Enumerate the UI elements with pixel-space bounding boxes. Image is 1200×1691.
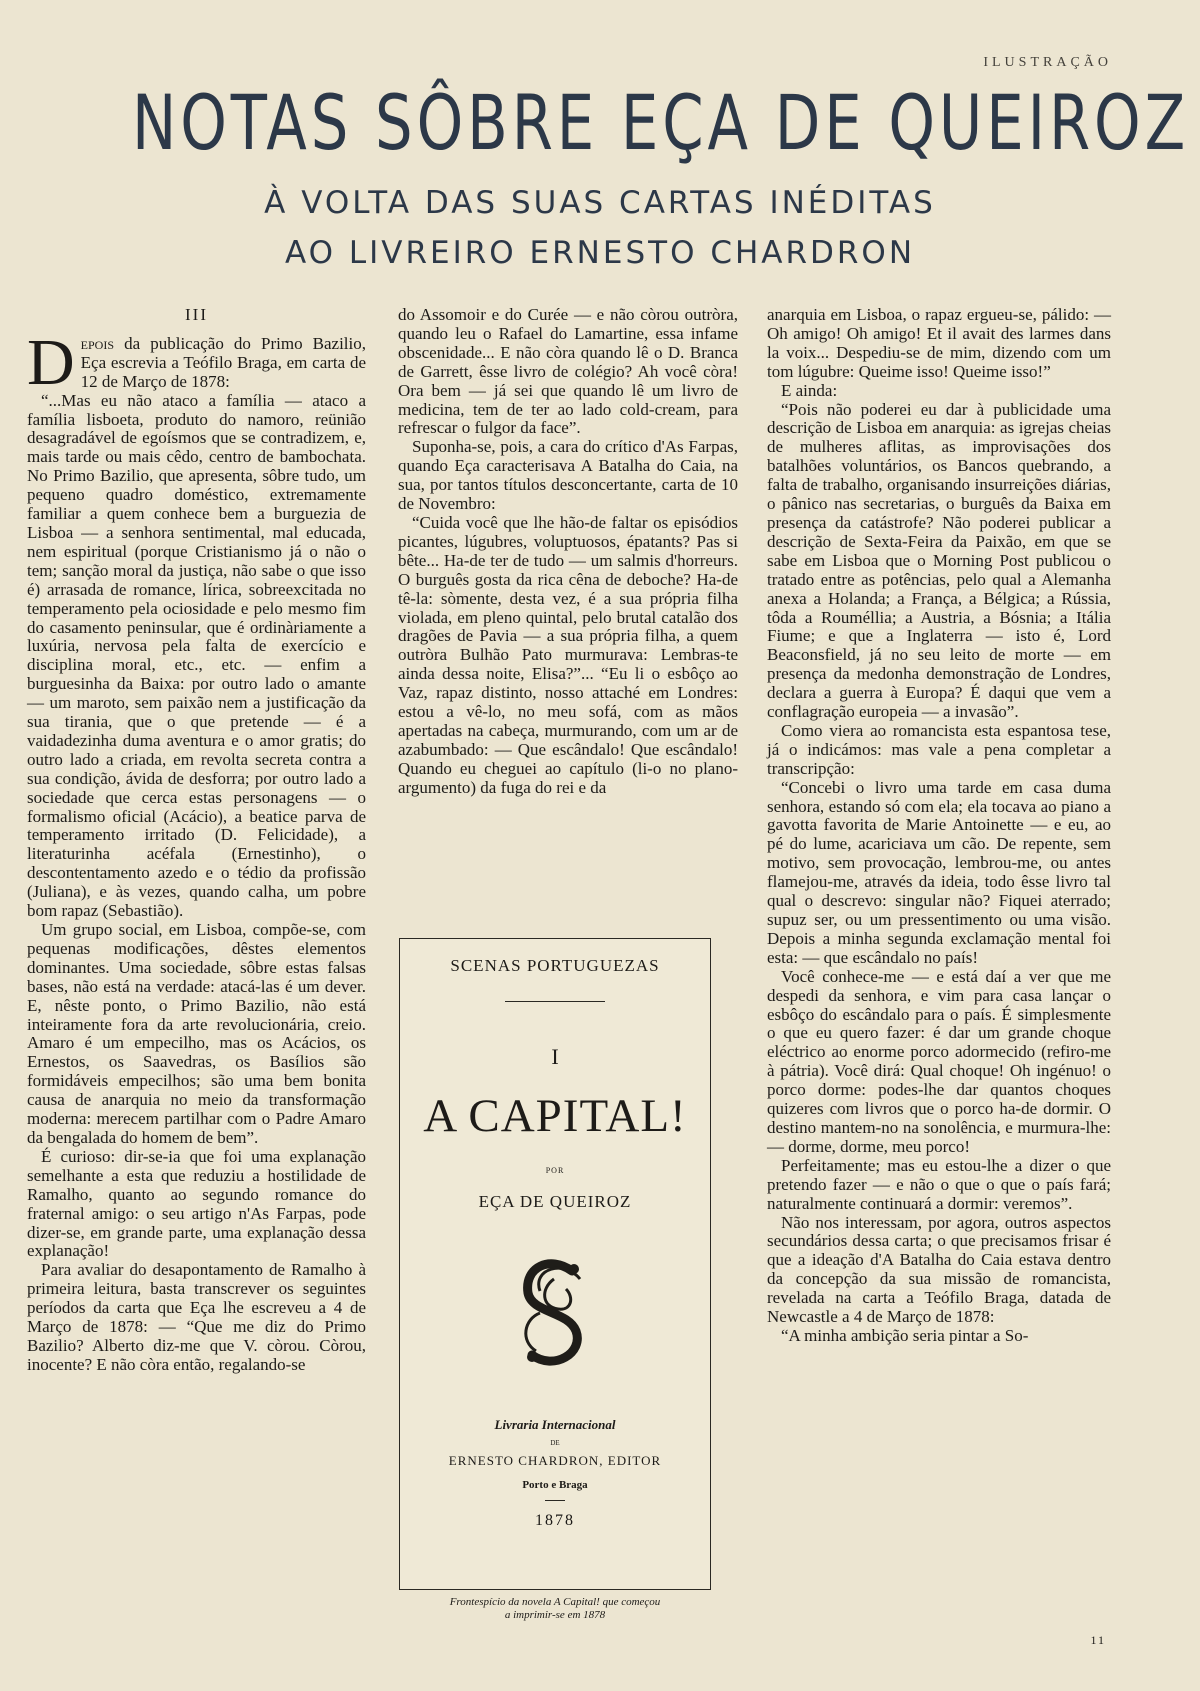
frontispiece-year: 1878 [535, 1512, 575, 1529]
paragraph: “Cuida você que lhe hão-de faltar os episódios picantes, lúgubres, voluptuosos, épatants? Pas si bête... Ha-de ter de tudo — um salmis d'horreurs. O burguês gosta da rica cêna de deboche? Ha-de tê-la: sòmente, desta vez, é a sua própria filha violada, em pleno quintal, pelo brutal catalão dos dragões de Pavia — a sua própria filha, a quem outròra Bulhão Pato murmurava: Lembras-te ainda dessa noite, Elisa?”... “Eu li o esbôço ao Vaz, rapaz distinto, nosso attaché em Londres: estou a vê-lo, no meu sofá, com as mãos apertadas na cabeça, murmurando, com um ar de azabumbado: — Que escândalo! Que escândalo! Quando eu cheguei ao capítulo (li-o no plano-argumento) da fuga do rei e da [398, 512, 738, 797]
paragraph: Como viera ao romancista esta espantosa tese, já o indicámos: mas vale a pena completar a transcripção: [767, 720, 1111, 778]
divider [505, 1001, 605, 1002]
paragraph: Perfeitamente; mas eu estou-lhe a dizer o que pretendo fazer — e não o que o que o país fará; naturalmente continuará a dormir: veremos”. [767, 1155, 1111, 1213]
article-subtitle-line2: AO LIVREIRO ERNESTO CHARDRON [284, 235, 916, 271]
text-column-2 [398, 306, 738, 798]
article-title: NOTAS SÔBRE EÇA DE QUEIROZ [132, 78, 1190, 167]
section-number: III [185, 305, 208, 324]
magazine-name: ILUSTRAÇÃO [983, 55, 1112, 70]
frontispiece-by: POR [545, 1166, 565, 1175]
smallcaps-opening: epois [80, 333, 115, 353]
frontispiece-image [399, 938, 711, 1590]
paragraph [27, 325, 366, 399]
frontispiece-city: Porto e Braga [522, 1479, 588, 1491]
frontispiece-author: EÇA DE QUEIROZ [478, 1192, 632, 1211]
paragraph: É curioso: dir-se-ia que foi uma explanação semelhante a esta que reduziu a hostilidade de Ramalho, quanto ao segundo romance do fraternal amigo: o seu artigo n'As Farpas, pode dizer-se, em grande parte, uma explanação dessa explanação! [27, 1146, 366, 1261]
frontispiece-publisher: Livraria Internacional [494, 1417, 616, 1432]
paragraph: Um grupo social, em Lisboa, compõe-se, com pequenas modificações, dêstes elementos dominantes. Uma sociedade, sôbre estas falsas bases, não está na verdade: atacá-las é um dever. E, nêste ponto, o Primo Bazilio, não está inteiramente fora da arte revolucionária, creio. Amaro é um empecilho, mas os Acácios, os Ernestos, os Saavedras, os Basílios são formidáveis empecilhos; são uma bem bonita causa de anarquia no meio da transformação moderna: merecem partilhar com o Padre Amaro da bengalada do homem de bem”. [27, 920, 366, 1147]
frontispiece-de: DE [550, 1439, 560, 1447]
frontispiece-title: A CAPITAL! [423, 1090, 687, 1142]
text-column-1 [27, 306, 366, 1375]
image-caption [399, 1596, 711, 1622]
paragraph: Suponha-se, pois, a cara do crítico d'As Farpas, quando Eça caracterisava A Batalha do Caia, na sua, por tantos títulos desconcertante, carta de 10 de Novembro: [398, 437, 738, 514]
paragraph: do Assomoir e do Curée — e não còrou outròra, quando leu o Rafael do Lamartine, essa infame obscenidade... E não còra quando lê o D. Branca de Garrett, êsse livro de colégio? Ah você còra! Ora bem — já sei que quando lê um livro de medicina, tem de ter ao lado cold-cream, para refrescar o fulgor da face”. [398, 305, 738, 438]
paragraph: Para avaliar do desapontamento de Ramalho à primeira leitura, basta transcrever os seguintes períodos da carta que Eça lhe escreveu a 4 de Março de 1878: — “Que me diz do Primo Bazilio? Alberto diz-me que V. còrou. Còrou, inocente? E não còra então, regalando-se [27, 1260, 366, 1374]
paragraph: “Pois não poderei eu dar à publicidade uma descrição de Lisboa em anarquia: as igrejas cheias de mulheres aflitas, as improvisações dos batalhões voluntários, os Bancos quebrando, a falta de trabalho, organisando insurreições diárias, o pânico nas secretarias, o burguês da Baixa em presença da catástrofe? Não poderei publicar a descrição de Sexta-Feira da Paixão, em que se sabe em Lisboa que o Morning Post publicou o tratado entre as potências, pelo qual a Alemanha anexa a Holanda; a França, a Bélgica; a Rússia, tôda a Rouméllia; a Austria, a Bósnia; a Itália Fiume; e que a Inglaterra — isto é, Lord Beaconsfield, já no seu leito de morte — em presença da medonha demonstração de Londres, declara a guerra à Europa? É daqui que vem a conflagração europeia — a invasão”. [767, 399, 1111, 722]
frontispiece-series: SCENAS PORTUGUEZAS [450, 956, 660, 975]
paragraph: “...Mas eu não ataco a família — ataco a família lisboeta, produto do namoro, reünião desagradável de egoísmos que se contradizem, e, mais tarde ou mais cêdo, centro de bambochata. No Primo Bazilio, que apresenta, sôbre tudo, um pequeno quadro doméstico, extremamente familiar a quem conhece bem a burguezia de Lisboa — a senhora sentimental, mal educada, nem espiritual (porque Cristianismo já o não o tem; sanção moral da justiça, não sabe o que isso é) arrasada de romance, lírica, sobreexcitada no temperamento pela ociosidade e pelo mesmo fim do casamento peninsular, que é ordinàriamente a luxúria, nervosa pela falta de exercício e disciplina moral, etc., etc. — enfim a burguesinha da Baixa: por outro lado o amante — um maroto, sem paixão nem a justificação da sua tirania, que o que pretende — é a vaidadezinha duma aventura e o amor gratis; do outro lado a criada, em revolta secreta contra a sua condição, ávida de desforra; por outro lado a sociedade que cerca estas personagens — o formalismo oficial (Acácio), a beatice parva de temperamento irritado (D. Felicidade), a literaturinha acéfala (Ernestinho), o descontentamento azedo e o tédio da profissão (Juliana), e às vezes, quando calha, um pobre bom rapaz (Sebastião). [27, 390, 366, 921]
frontispiece-editor: ERNESTO CHARDRON, EDITOR [448, 1453, 662, 1468]
caption-line: a imprimir-se em 1878 [504, 1609, 606, 1621]
paragraph: E ainda: [781, 380, 838, 400]
caption-line: Frontespício da novela A Capital! que começou [449, 1596, 661, 1608]
publisher-monogram-icon [510, 1249, 600, 1379]
drop-cap: D [27, 325, 75, 399]
paragraph: “A minha ambição seria pintar a So- [781, 1325, 1029, 1345]
text-column-3 [767, 306, 1111, 1346]
paragraph: “Concebi o livro uma tarde em casa duma senhora, estando só com ela; ela tocava ao piano a gavotta favorita de Marie Antoinette — e eu, ao pé do lume, acariciava um cão. De repente, sem motivo, sem provocação, lembrou-me, ou antes flamejou-me, através da ideia, todo êsse livro tal qual o descrevo: singular não? Fiquei aterrado; supuz ser, ou um pressentimento ou uma visão. Depois a minha segunda exclamação mental foi esta: — que escândalo no país! [767, 777, 1111, 967]
frontispiece-volume: I [551, 1044, 559, 1069]
paragraph-text: da publicação do Primo Bazilio, Eça escrevia a Teófilo Braga, em carta de 12 de Março de 1878: [80, 333, 366, 391]
paragraph: anarquia em Lisboa, o rapaz ergueu-se, pálido: — Oh amigo! Oh amigo! Et il avait des larmes dans la voix... Despediu-se de mim, dizendo com um tom lúgubre: Queime isso! Queime isso!” [767, 305, 1111, 381]
paragraph: Você conhece-me — e está daí a ver que me despedi da senhora, e vim para casa lançar o esbôço do escândalo para o país. É simplesmente o que eu quero fazer: é dar um grande choque eléctrico ao enorme porco adormecido (refiro-me à pátria). Você dirá: Qual choque! Oh ingénuo! o porco dorme: podes-lhe dar quantos choques quizeres com livros que o porco ha-de dormir. O destino mantem-no na sonolência, e murmura-lhe: — dorme, dorme, meu porco! [767, 966, 1111, 1156]
paragraph: Não nos interessam, por agora, outros aspectos secundários dessa carta; o que precisamos frisar é que a ideação d'A Batalha do Caia estava dentro da concepção da sua missão de romancista, revelada na carta a Teófilo Braga, datada de Newcastle a 4 de Março de 1878: [767, 1212, 1111, 1327]
page-number: 11 [1090, 1633, 1106, 1647]
article-subtitle-line1: À VOLTA DAS SUAS CARTAS INÉDITAS [264, 185, 936, 221]
divider [545, 1500, 565, 1501]
